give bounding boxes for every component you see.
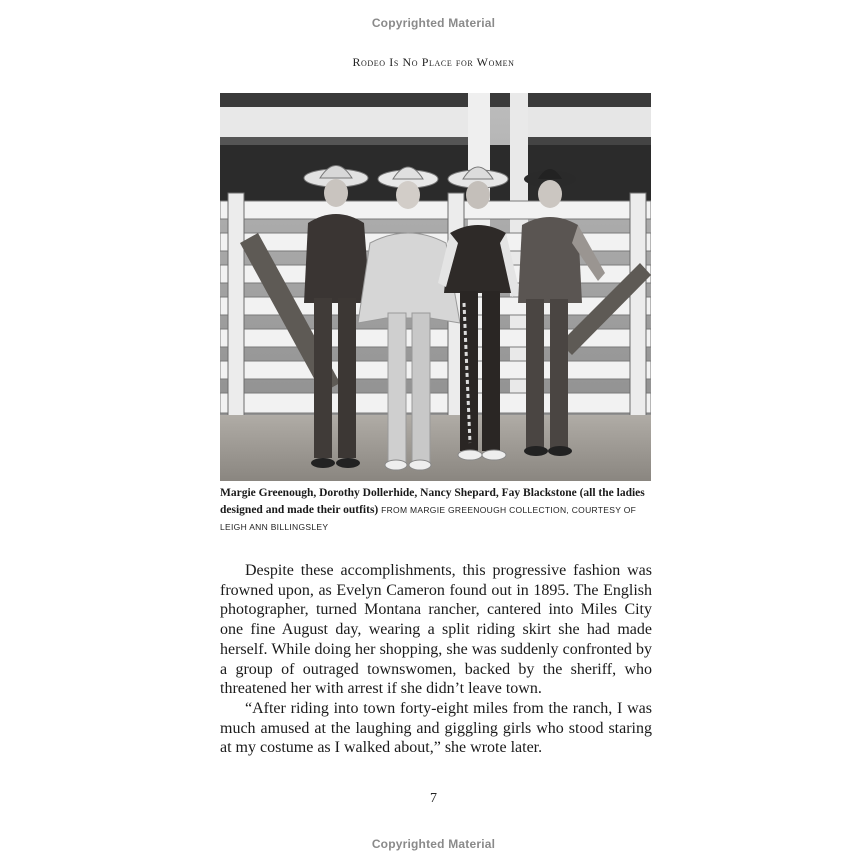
copyright-watermark-bottom: Copyrighted Material <box>371 837 496 851</box>
historical-photo <box>220 93 651 481</box>
body-paragraph: “After riding into town forty-eight miles from the ranch, I was much amused at the laughing and giggling girls who stood staring at my costume as I walked about,” she wrote later. <box>220 699 652 757</box>
copyright-watermark-top: Copyrighted Material <box>371 16 496 30</box>
body-text <box>220 561 652 758</box>
body-paragraph: Despite these accomplishments, this progressive fashion was frowned upon, as Evelyn Cameron found out in 1895. The English photographer, turned Montana rancher, cantered into Miles City one fine August day, wearing a split riding skirt she had made herself. While doing her shopping, she was suddenly confronted by a group of outraged townswomen, backed by the sheriff, who threatened her with arrest if she didn’t leave town. <box>220 562 652 698</box>
caption-credit: FROM MARGIE GREENOUGH COLLECTION, COURTESY OF LEIGH ANN BILLINGSLEY <box>220 505 637 532</box>
page-number: 7 <box>430 791 437 806</box>
photo-caption <box>220 485 652 536</box>
running-head: Rodeo Is No Place for Women <box>352 55 515 69</box>
caption-names: Margie Greenough, Dorothy Dollerhide, Nancy Shepard, Fay Blackstone (all the ladies designed and made their outfits) <box>220 487 645 516</box>
photo-illustration <box>220 93 651 481</box>
